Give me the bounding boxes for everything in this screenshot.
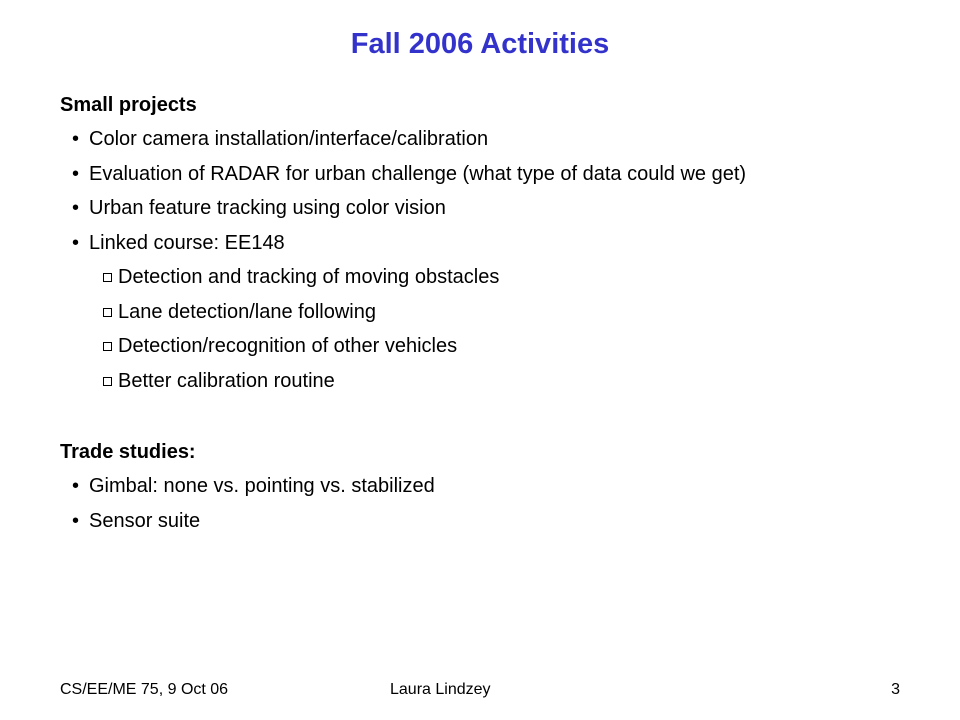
square-bullet-icon <box>103 308 112 317</box>
square-bullet-icon <box>103 342 112 351</box>
sub-list-item <box>60 264 920 299</box>
list-item <box>60 161 920 196</box>
list-item-text: Urban feature tracking using color vision <box>89 197 446 219</box>
section-heading: Trade studies: <box>60 441 196 463</box>
list-item-text: Detection/recognition of other vehicles <box>118 335 458 357</box>
bullet-list <box>60 473 920 542</box>
bullet-icon: • <box>72 509 80 532</box>
section-heading: Small projects <box>60 94 197 116</box>
footer-course: CS/EE/ME 75, 9 Oct 06 <box>60 681 229 698</box>
section-trade-studies <box>60 439 920 542</box>
list-item-text: Sensor suite <box>89 509 201 532</box>
list-item <box>60 230 920 265</box>
slide-title: Fall 2006 Activities <box>350 28 610 60</box>
list-item <box>60 473 920 508</box>
list-item <box>60 508 920 543</box>
sub-list-item <box>60 333 920 368</box>
list-item-text: Detection and tracking of moving obstacles <box>118 266 500 288</box>
list-item-text: Evaluation of RADAR for urban challenge (what type of data could we get) <box>89 162 747 185</box>
list-item-text: Color camera installation/interface/calibration <box>89 128 489 150</box>
list-item <box>60 126 920 161</box>
bullet-icon: • <box>72 197 80 219</box>
sub-list-item <box>60 368 920 403</box>
list-item-text: Linked course: EE148 <box>89 231 285 254</box>
square-bullet-icon <box>103 377 112 386</box>
square-bullet-icon <box>103 273 112 282</box>
bullet-icon: • <box>72 231 80 254</box>
list-item-text: Lane detection/lane following <box>118 300 376 323</box>
sub-list-item <box>60 299 920 334</box>
list-item <box>60 195 920 230</box>
section-small-projects <box>60 92 920 402</box>
footer-author: Laura Lindzey <box>390 681 491 698</box>
bullet-icon: • <box>72 162 80 185</box>
list-item-text: Better calibration routine <box>118 369 335 392</box>
bullet-icon: • <box>72 128 80 150</box>
bullet-icon: • <box>72 475 80 497</box>
bullet-list <box>60 126 920 402</box>
page-number: 3 <box>891 681 900 698</box>
list-item-text: Gimbal: none vs. pointing vs. stabilized <box>89 475 435 497</box>
